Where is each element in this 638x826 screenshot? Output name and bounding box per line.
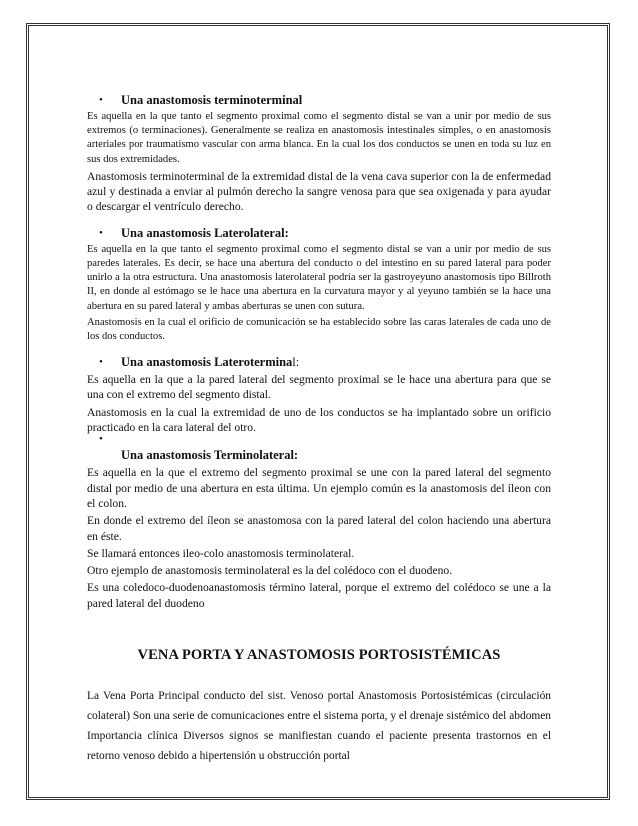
paragraph: Es aquella en la que el extremo del segmento proximal se une con la pared lateral del segmento distal por medio de una abertura en esta última. Un ejemplo común es la anastomosis del íleon con el colon. (87, 466, 551, 510)
bullet-icon: • (99, 94, 103, 106)
document-body (87, 92, 551, 777)
section-title: VENA PORTA Y ANASTOMOSIS PORTOSISTÉMICAS (137, 646, 501, 663)
paragraph: Anastomosis en la cual el orificio de comunicación se ha establecido sobre las caras laterales de cada uno de los dos conductos. (87, 316, 551, 342)
heading-terminolateral: Una anastomosis Terminolateral: (121, 448, 299, 463)
heading-lateroterminal (87, 354, 551, 370)
heading-laterolateral (87, 225, 551, 241)
paragraph: En donde el extremo del íleon se anastomosa con la pared lateral del colon haciendo una abertura en éste. (87, 514, 551, 543)
bullet-icon: • (99, 226, 103, 239)
paragraph: La Vena Porta Principal conducto del sist. Venoso portal Anastomosis Portosistémicas (circulación colateral) Son una serie de comunicaciones entre el sistema porta, y el drenaje sistémico del abdomen Importancia clínica Diversos signos se manifiestan cuando el paciente presenta trastornos en el retorno venoso debido a hipertensión u obstrucción portal (87, 689, 551, 762)
paragraph: Otro ejemplo de anastomosis terminolateral es la del colédoco con el duodeno. (87, 564, 453, 578)
paragraph: Anastomosis en la cual la extremidad de uno de los conductos se ha implantado sobre un orificio practicado en la cara lateral del otro. (87, 405, 551, 435)
paragraph: Anastomosis terminoterminal de la extremidad distal de la vena cava superior con la de enfermedad azul y destinada a enviar al pulmón derecho la sangre venosa para que sea oxigenada y para ayudar o descargar el ventrículo derecho. (87, 169, 551, 214)
empty-bullet (87, 435, 551, 447)
paragraph: Es una coledoco-duodenoanastomosis término lateral, porque el extremo del colédoco se une a la pared lateral del duodeno (87, 581, 551, 610)
paragraph: Es aquella en la que tanto el segmento proximal como el segmento distal se van a unir por medio de sus paredes laterales. Es decir, se hace una abertura del conducto o del intestino en su pared lateral para poder unirlo a la otra estructura. Una anastomosis laterolateral podría ser la gastroyeyuno anastomosis tipo Billroth II, en donde al estómago se le hace una abertura en la curvatura mayor y al yeyuno también se la hace una abertura en su pared lateral y ambas aberturas se unen con sutura. (87, 243, 551, 312)
heading-tail: l: (292, 355, 300, 370)
paragraph: Se llamará entonces ileo-colo anastomosis terminolateral. (87, 546, 355, 560)
bullet-icon: • (99, 356, 103, 369)
heading-text: Una anastomosis Laterotermina (121, 355, 293, 370)
bullet-icon: • (99, 433, 103, 446)
heading-text: Una anastomosis terminoterminal (121, 93, 303, 107)
heading-terminoterminal (87, 92, 551, 108)
paragraph: Es aquella en la que tanto el segmento proximal como el segmento distal se van a unir por medio de sus extremos (o terminaciones). Generalmente se realiza en anastomosis intestinales simples, o en anastomosis arteriales por traumatismo vascular con arma blanca. En la cual los dos conductos se unen en toda su luz en sus dos extremidades. (87, 111, 551, 165)
paragraph: Es aquella en la que a la pared lateral del segmento proximal se le hace una abertura para que se una con el extremo del segmento distal. (87, 373, 551, 402)
heading-text: Una anastomosis Laterolateral: (121, 225, 289, 240)
